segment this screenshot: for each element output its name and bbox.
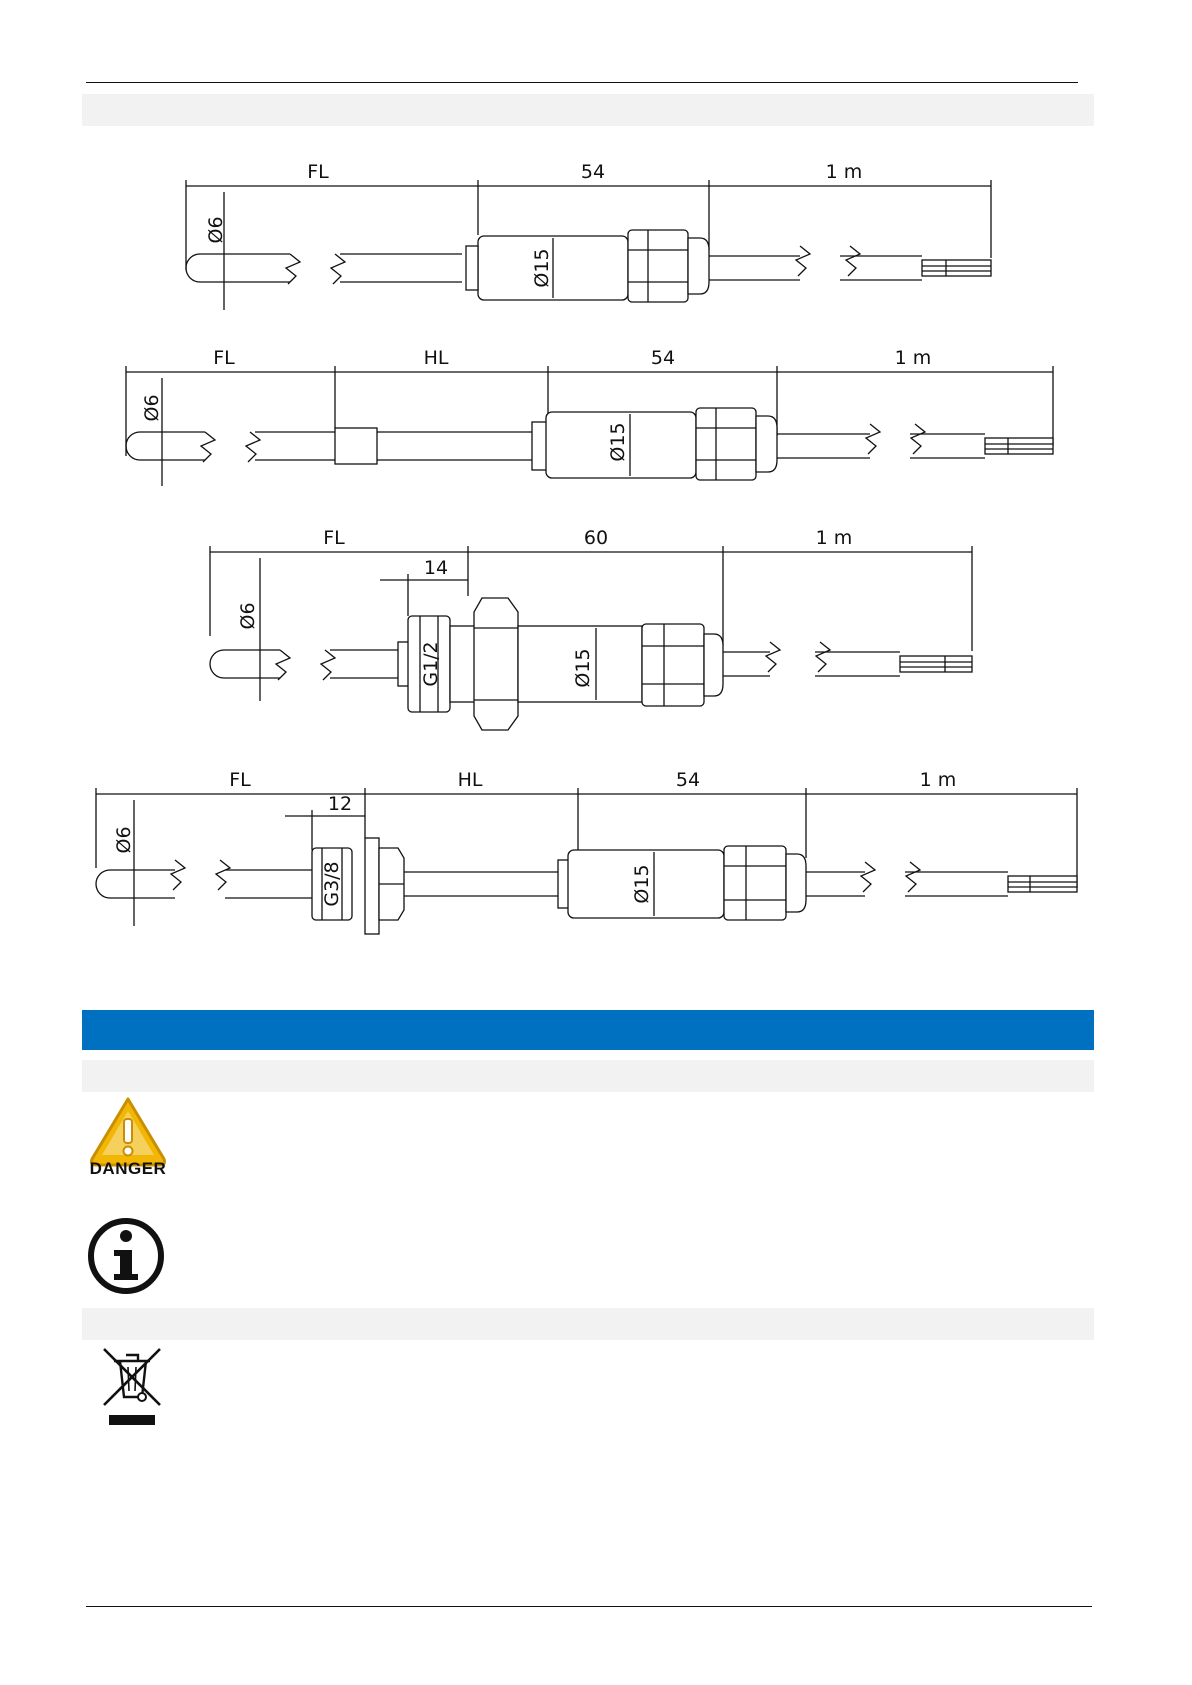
dim-fl: FL (213, 347, 235, 369)
dim-body-length: 54 (675, 769, 701, 791)
cable-gland (628, 230, 688, 302)
cable-gland (642, 624, 704, 706)
drawing-sensor-4 (0, 758, 1192, 938)
dim-fl: FL (323, 527, 345, 549)
dim-cable-length: 1 m (815, 527, 853, 549)
danger-warning-icon (86, 1095, 170, 1181)
dia-body: Ø15 (631, 864, 653, 904)
dim-hl: HL (457, 769, 483, 791)
dim-body-length: 54 (580, 161, 606, 183)
dia-body: Ø15 (531, 248, 553, 288)
hex-nut (474, 598, 518, 730)
dim-cable-length: 1 m (825, 161, 863, 183)
dim-fl: FL (307, 161, 329, 183)
dim-thread-length: 12 (327, 793, 353, 815)
dim-fl: FL (229, 769, 251, 791)
dia-probe: Ø6 (205, 216, 227, 244)
section-band-2 (82, 1060, 1094, 1092)
drawing-sensor-2 (0, 336, 1192, 496)
cable (709, 256, 922, 280)
cable-gland (724, 846, 786, 920)
drawing-sensor-3 (0, 516, 1192, 736)
dim-hl: HL (423, 347, 449, 369)
section-header-bar (82, 1010, 1094, 1050)
hl-sleeve (335, 428, 377, 464)
dim-body-length: 60 (583, 527, 609, 549)
drawing-sensor-1 (0, 150, 1192, 310)
footer-rule (86, 1606, 1092, 1607)
cable-gland (696, 408, 756, 480)
dim-body-length: 54 (650, 347, 676, 369)
danger-label: DANGER (89, 1159, 167, 1178)
dia-probe: Ø6 (237, 602, 259, 630)
info-icon (86, 1216, 166, 1296)
dia-body: Ø15 (572, 648, 594, 688)
probe-tube (186, 254, 290, 282)
thread-label: G1/2 (420, 641, 442, 687)
flange (365, 838, 379, 934)
dia-probe: Ø6 (141, 394, 163, 422)
dim-thread-length: 14 (423, 557, 449, 579)
weee-crossed-bin-icon (100, 1345, 164, 1429)
thread-label: G3/8 (321, 861, 343, 907)
dim-cable-length: 1 m (919, 769, 957, 791)
dim-cable-length: 1 m (894, 347, 932, 369)
section-band-1 (82, 94, 1094, 126)
section-band-3 (82, 1308, 1094, 1340)
header-rule (86, 82, 1078, 83)
dia-probe: Ø6 (113, 826, 135, 854)
dia-body: Ø15 (607, 422, 629, 462)
